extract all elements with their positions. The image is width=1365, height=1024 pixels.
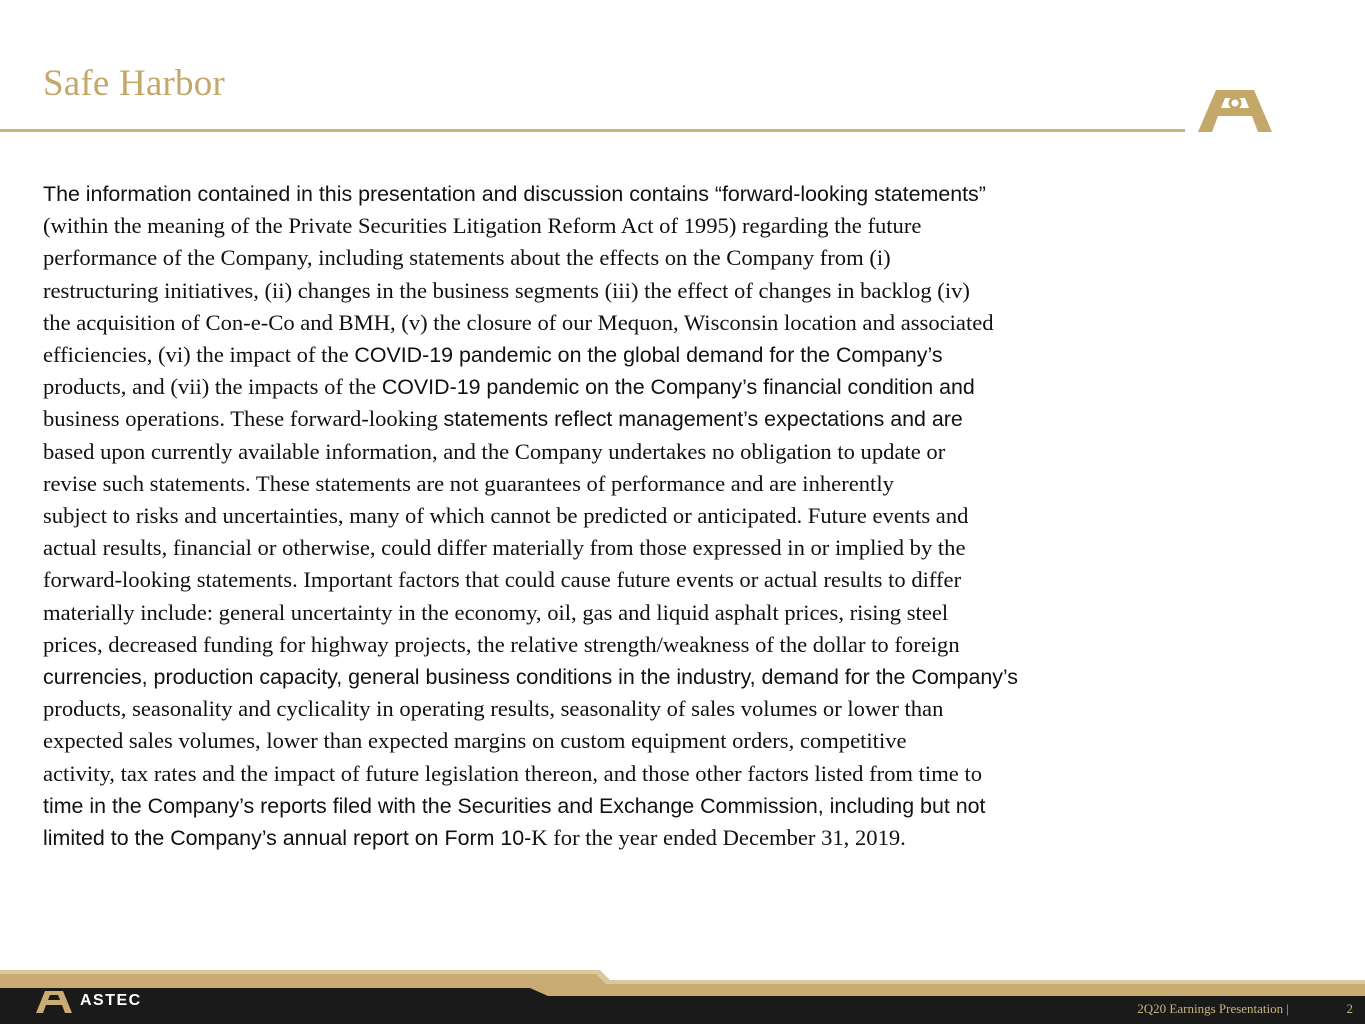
paragraph-line xyxy=(43,661,1283,693)
text-run: actual results, financial or otherwise, could differ materially from those expressed in or implied by the xyxy=(43,535,966,561)
astec-logo-icon xyxy=(1194,86,1276,136)
paragraph-line xyxy=(43,725,1283,757)
paragraph-line xyxy=(43,822,1283,854)
text-run: forward-looking statements. Important factors that could cause future events or actual results to differ xyxy=(43,567,962,593)
text-run: expected sales volumes, lower than expected margins on custom equipment orders, competitive xyxy=(43,728,907,754)
title-divider xyxy=(0,129,1185,132)
paragraph-line xyxy=(43,629,1283,661)
text-run: based upon currently available information, and the Company undertakes no obligation to update or xyxy=(43,438,946,464)
paragraph-line xyxy=(43,339,1283,371)
text-run: efficiencies, (vi) the impact of the xyxy=(43,342,355,368)
paragraph-line xyxy=(43,275,1283,307)
text-run: performance of the Company, including statements about the effects on the Company from (i) xyxy=(43,245,891,271)
text-run: products, and (vii) the impacts of the xyxy=(43,374,382,400)
text-run: the acquisition of Con-e-Co and BMH, (v) the closure of our Mequon, Wisconsin location and associated xyxy=(43,309,994,335)
paragraph-line xyxy=(43,178,1283,210)
slide-title: Safe Harbor xyxy=(43,63,225,104)
paragraph-line xyxy=(43,597,1283,629)
text-run: revise such statements. These statements are not guarantees of performance and are inherently xyxy=(43,470,894,496)
paragraph-line xyxy=(43,436,1283,468)
astec-logo-icon xyxy=(34,989,74,1015)
paragraph-line xyxy=(43,758,1283,790)
text-run: K for the year ended December 31, 2019. xyxy=(531,825,906,851)
text-run: COVID-19 pandemic on the global demand for the Company’s xyxy=(354,343,943,368)
text-run: COVID-19 pandemic on the Company’s financial condition and xyxy=(381,375,975,400)
text-run: The information contained in this presentation and discussion contains “forward-looking statements” xyxy=(43,182,986,206)
footer-caption: 2Q20 Earnings Presentation | xyxy=(1137,1001,1289,1016)
text-run: statements reflect management’s expectations and are xyxy=(443,407,963,432)
paragraph-line xyxy=(43,693,1283,725)
paragraph-line xyxy=(43,307,1283,339)
paragraph-line xyxy=(43,371,1283,403)
text-run: products, seasonality and cyclicality in operating results, seasonality of sales volumes or lower than xyxy=(43,696,944,722)
text-run: activity, tax rates and the impact of future legislation thereon, and those other factors listed from time to xyxy=(43,760,983,786)
text-run: time in the Company’s reports filed with the Securities and Exchange Commission, including but not xyxy=(43,793,986,818)
text-run: materially include: general uncertainty in the economy, oil, gas and liquid asphalt prices, rising steel xyxy=(43,599,949,625)
paragraph-line xyxy=(43,790,1283,822)
paragraph-line xyxy=(43,500,1283,532)
text-run: limited to the Company’s annual report on Form 10- xyxy=(43,826,532,851)
paragraph-line xyxy=(43,242,1283,274)
paragraph-line xyxy=(43,468,1283,500)
safe-harbor-paragraph xyxy=(43,178,1283,854)
text-run: currencies, production capacity, general business conditions in the industry, demand for the Company’s xyxy=(43,665,1018,690)
page-number: 2 xyxy=(1346,1001,1353,1016)
paragraph-line xyxy=(43,403,1283,435)
svg-text:.: . xyxy=(1272,130,1274,135)
text-run: subject to risks and uncertainties, many of which cannot be predicted or anticipated. Future events and xyxy=(43,503,969,529)
paragraph-line xyxy=(43,532,1283,564)
text-run: (within the meaning of the Private Securities Litigation Reform Act of 1995) regarding the future xyxy=(43,213,922,239)
paragraph-line xyxy=(43,210,1283,242)
text-run: business operations. These forward-looking xyxy=(43,406,444,432)
footer-brand-name: ASTEC xyxy=(80,992,142,1009)
text-run: restructuring initiatives, (ii) changes in the business segments (iii) the effect of changes in backlog (iv) xyxy=(43,277,970,303)
paragraph-line xyxy=(43,564,1283,596)
text-run: prices, decreased funding for highway projects, the relative strength/weakness of the dollar to foreign xyxy=(43,631,960,657)
